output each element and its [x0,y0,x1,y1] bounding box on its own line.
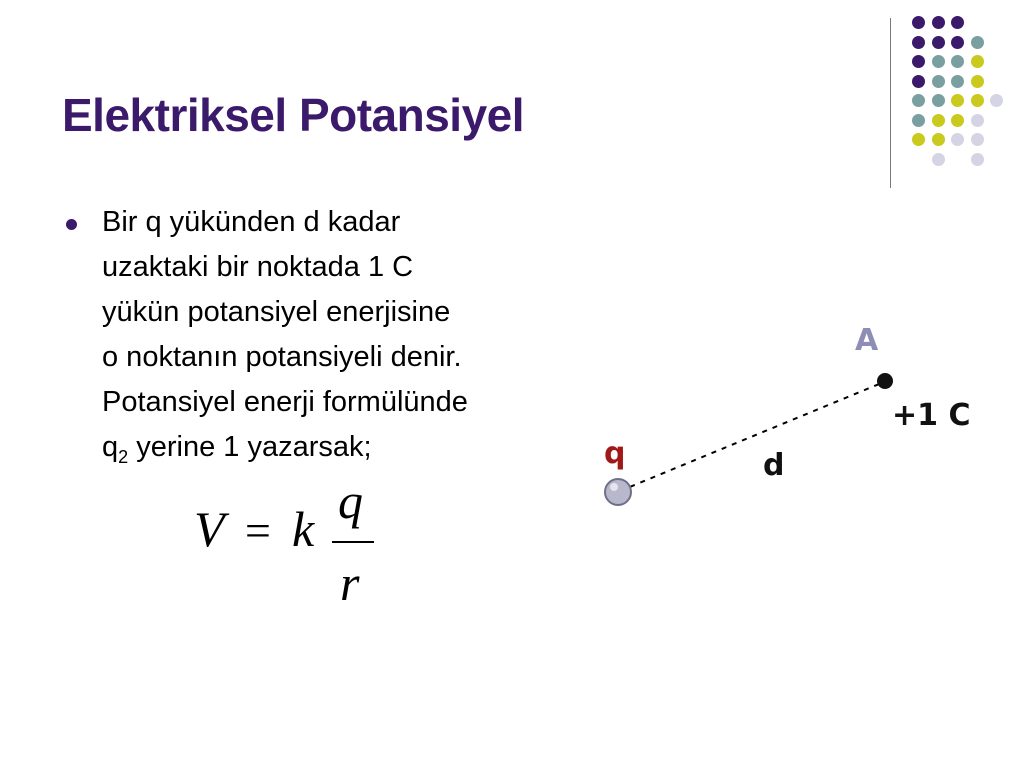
decorative-dot [932,75,945,88]
charge-diagram [590,315,990,520]
formula-k: k [292,501,315,557]
decorative-dot [951,75,964,88]
formula-denominator: r [340,555,360,608]
decorative-dot [912,55,925,68]
charge-q-label: q [604,436,626,471]
distance-line [620,382,884,491]
formula-v: V [194,501,225,557]
decorative-dot [971,94,984,107]
decorative-dot [912,36,925,49]
decorative-dot [951,16,964,29]
distance-d-label: d [763,448,785,483]
q-subscript: 2 [118,446,129,467]
bullet-line-2: uzaktaki bir noktada 1 C [102,251,414,283]
formula-numerator: q [338,478,363,529]
decorative-dot [932,55,945,68]
bullet-marker [66,219,77,230]
decorative-dot [912,75,925,88]
bullet-line-5: Potansiyel enerji formülünde [102,386,468,418]
decorative-dot [932,114,945,127]
decorative-divider [890,18,891,188]
decorative-dot [951,55,964,68]
decorative-dot [912,133,925,146]
decorative-dot [951,36,964,49]
formula-equals: = [242,505,274,556]
charge-q-sphere [605,479,631,505]
decorative-dot [932,153,945,166]
test-charge-label: +1 C [892,398,971,433]
potential-formula [192,478,392,608]
decorative-dot [932,133,945,146]
point-a-label: A [855,323,879,358]
bullet-list [62,200,582,480]
decorative-dot [951,94,964,107]
decorative-dot [971,55,984,68]
bullet-line-1: Bir q yükünden d kadar [102,206,401,238]
decorative-dot [971,114,984,127]
decorative-dot [990,94,1003,107]
decorative-dot [971,133,984,146]
decorative-dot [912,16,925,29]
decorative-dot [971,75,984,88]
q-symbol: q [102,431,119,463]
point-a [877,373,893,389]
decorative-dot [912,114,925,127]
bullet-line-6-rest: yerine 1 yazarsak; [128,431,372,463]
decorative-dot [932,36,945,49]
decorative-dot [951,133,964,146]
bullet-item [62,200,582,480]
decorative-dot [971,36,984,49]
decorative-dot [971,153,984,166]
decorative-dot [932,94,945,107]
sphere-highlight [610,483,618,491]
bullet-line-4: o noktanın potansiyeli denir. [102,341,462,373]
decorative-dot [951,114,964,127]
decorative-dot [912,94,925,107]
decorative-dot [932,16,945,29]
bullet-line-6 [102,425,582,480]
slide-title: Elektriksel Potansiyel [62,89,525,141]
bullet-line-3: yükün potansiyel enerjisine [102,296,451,328]
